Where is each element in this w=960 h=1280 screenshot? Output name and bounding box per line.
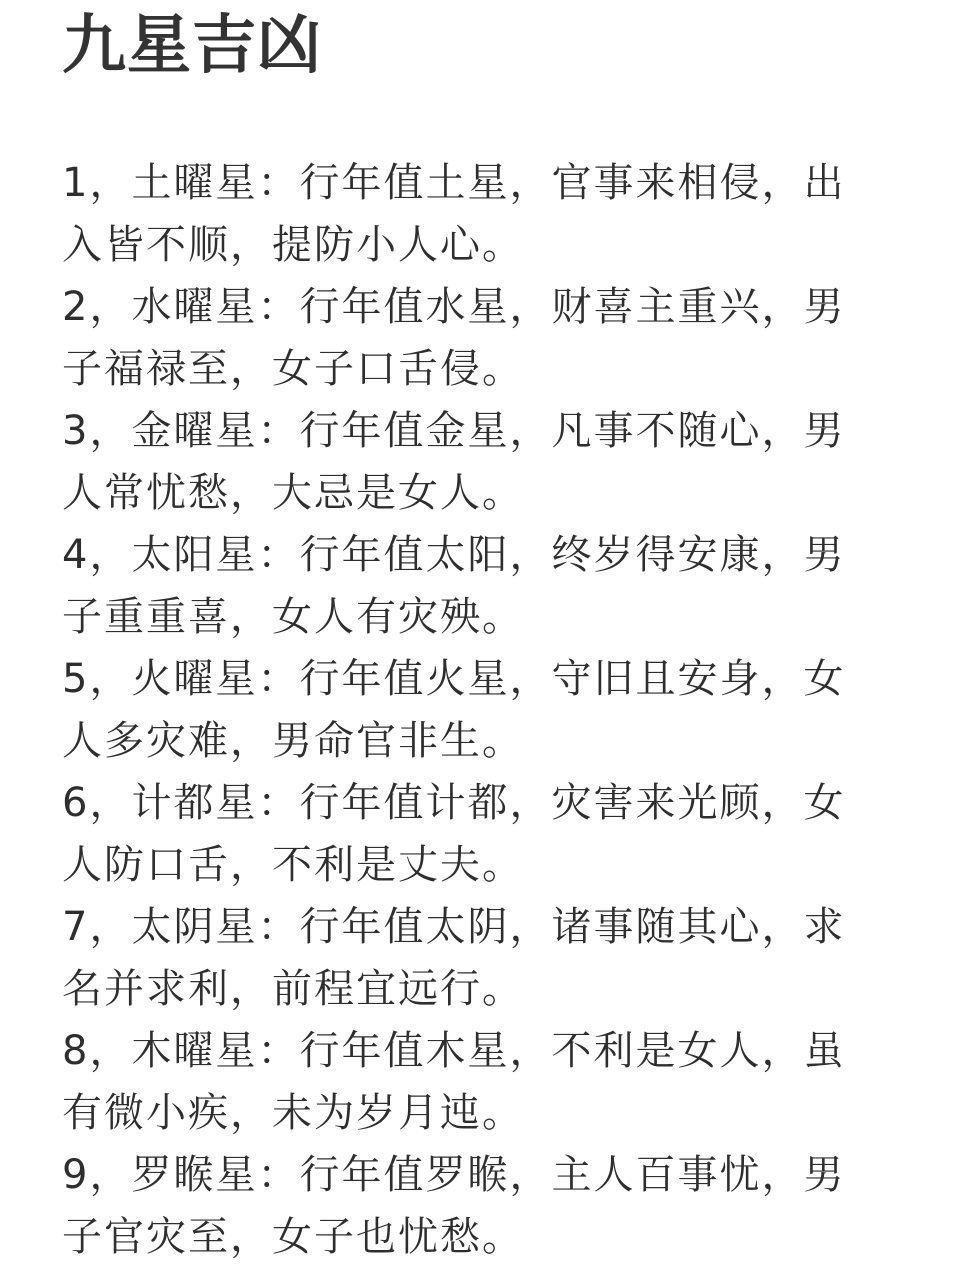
list-item-star-4 [62, 524, 902, 648]
list-item-line: 3，金曜星：行年值金星，凡事不随心，男 [62, 408, 846, 454]
list-item-line: 子福禄至，女子口舌侵。 [62, 346, 524, 392]
list-item-line: 2，水曜星：行年值水星，财喜主重兴，男 [62, 284, 846, 330]
list-item-line: 名并求利，前程宜远行。 [62, 966, 524, 1012]
list-item-line: 6，计都星：行年值计都，灾害来光顾，女 [62, 780, 846, 826]
list-item-star-1 [62, 152, 902, 276]
list-item-line: 人多灾难，男命官非生。 [62, 718, 524, 764]
list-item-line: 5，火曜星：行年值火星，守旧且安身，女 [62, 656, 846, 702]
list-item-star-8 [62, 1020, 902, 1144]
list-item-star-5 [62, 648, 902, 772]
list-item-line: 子官灾至，女子也忧愁。 [62, 1214, 524, 1260]
list-item-line: 人常忧愁，大忌是女人。 [62, 470, 524, 516]
list-item-star-7 [62, 896, 902, 1020]
list-item-line: 1，土曜星：行年值土星，官事来相侵，出 [62, 160, 846, 206]
star-list [62, 152, 902, 1268]
list-item-star-9 [62, 1144, 902, 1268]
list-item-line: 7，太阴星：行年值太阴，诸事随其心，求 [62, 904, 846, 950]
list-item-line: 有微小疾，未为岁月迍。 [62, 1090, 524, 1136]
list-item-line: 人防口舌，不利是丈夫。 [62, 842, 524, 888]
page-title: 九星吉凶 [62, 9, 322, 83]
list-item-line: 子重重喜，女人有灾殃。 [62, 594, 524, 640]
list-item-star-2 [62, 276, 902, 400]
list-item-line: 8，木曜星：行年值木星，不利是女人，虽 [62, 1028, 846, 1074]
list-item-star-3 [62, 400, 902, 524]
list-item-line: 9，罗睺星：行年值罗睺，主人百事忧，男 [62, 1152, 846, 1198]
list-item-line: 入皆不顺，提防小人心。 [62, 222, 524, 268]
list-item-line: 4，太阳星：行年值太阳，终岁得安康，男 [62, 532, 846, 578]
list-item-star-6 [62, 772, 902, 896]
